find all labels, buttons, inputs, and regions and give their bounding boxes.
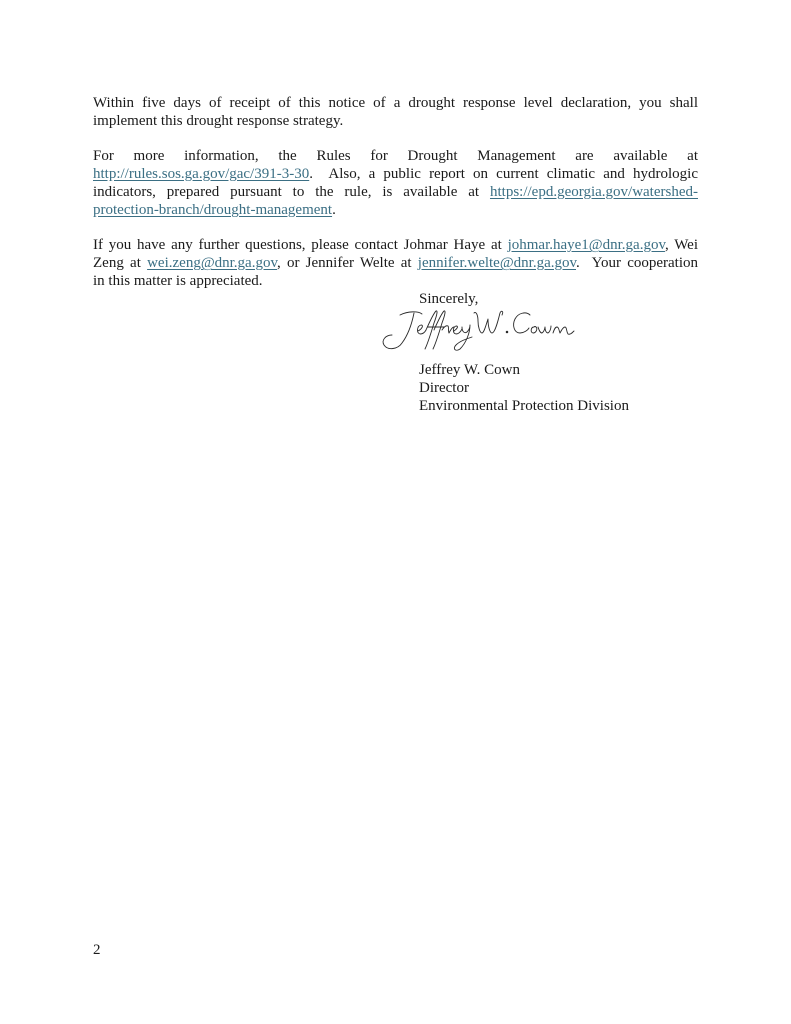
paragraph-text: Zeng at: [93, 255, 148, 271]
paragraph-text: , or Jennifer Welte at: [276, 255, 418, 271]
drought-report-link-continued[interactable]: protection-branch/drought-management: [93, 202, 333, 218]
paragraph-line: [93, 183, 698, 201]
paragraph-line: For more information, the Rules for Drought Management are available at: [93, 148, 698, 164]
signer-title: Director: [419, 380, 469, 396]
paragraph-line: [93, 201, 698, 219]
email-link-haye[interactable]: johmar.haye1@dnr.ga.gov: [507, 237, 665, 253]
paragraph-drought-response: [93, 94, 698, 130]
closing-salutation: Sincerely,: [419, 291, 479, 307]
email-link-zeng[interactable]: wei.zeng@dnr.ga.gov: [147, 255, 277, 271]
paragraph-text: . Your cooperation: [576, 255, 698, 271]
page-number: 2: [93, 942, 101, 958]
paragraph-text: , Wei: [664, 237, 698, 253]
email-link-welte[interactable]: jennifer.welte@dnr.ga.gov: [417, 255, 577, 271]
paragraph-line: [93, 165, 698, 183]
rules-link[interactable]: http://rules.sos.ga.gov/gac/391-3-30: [93, 166, 310, 182]
signature-block: [419, 361, 629, 415]
paragraph-line: [93, 236, 698, 254]
drought-report-link[interactable]: https://epd.georgia.gov/watershed-: [489, 184, 698, 200]
paragraph-text: If you have any further questions, please contact Johmar Haye at: [93, 237, 508, 253]
signer-name: Jeffrey W. Cown: [419, 362, 520, 378]
paragraph-line: in this matter is appreciated.: [93, 273, 263, 289]
paragraph-contacts: [93, 236, 698, 290]
signature-image: [378, 305, 578, 355]
paragraph-text: indicators, prepared pursuant to the rule, is available at: [93, 184, 490, 200]
paragraph-text: . Also, a public report on current climatic and hydrologic: [309, 166, 698, 182]
paragraph-line: Within five days of receipt of this notice of a drought response level declaration, you shall: [93, 95, 698, 111]
paragraph-text: .: [332, 202, 336, 218]
paragraph-more-information: [93, 147, 698, 219]
paragraph-line: [93, 254, 698, 272]
signer-division: Environmental Protection Division: [419, 398, 629, 414]
paragraph-line: implement this drought response strategy.: [93, 113, 344, 129]
